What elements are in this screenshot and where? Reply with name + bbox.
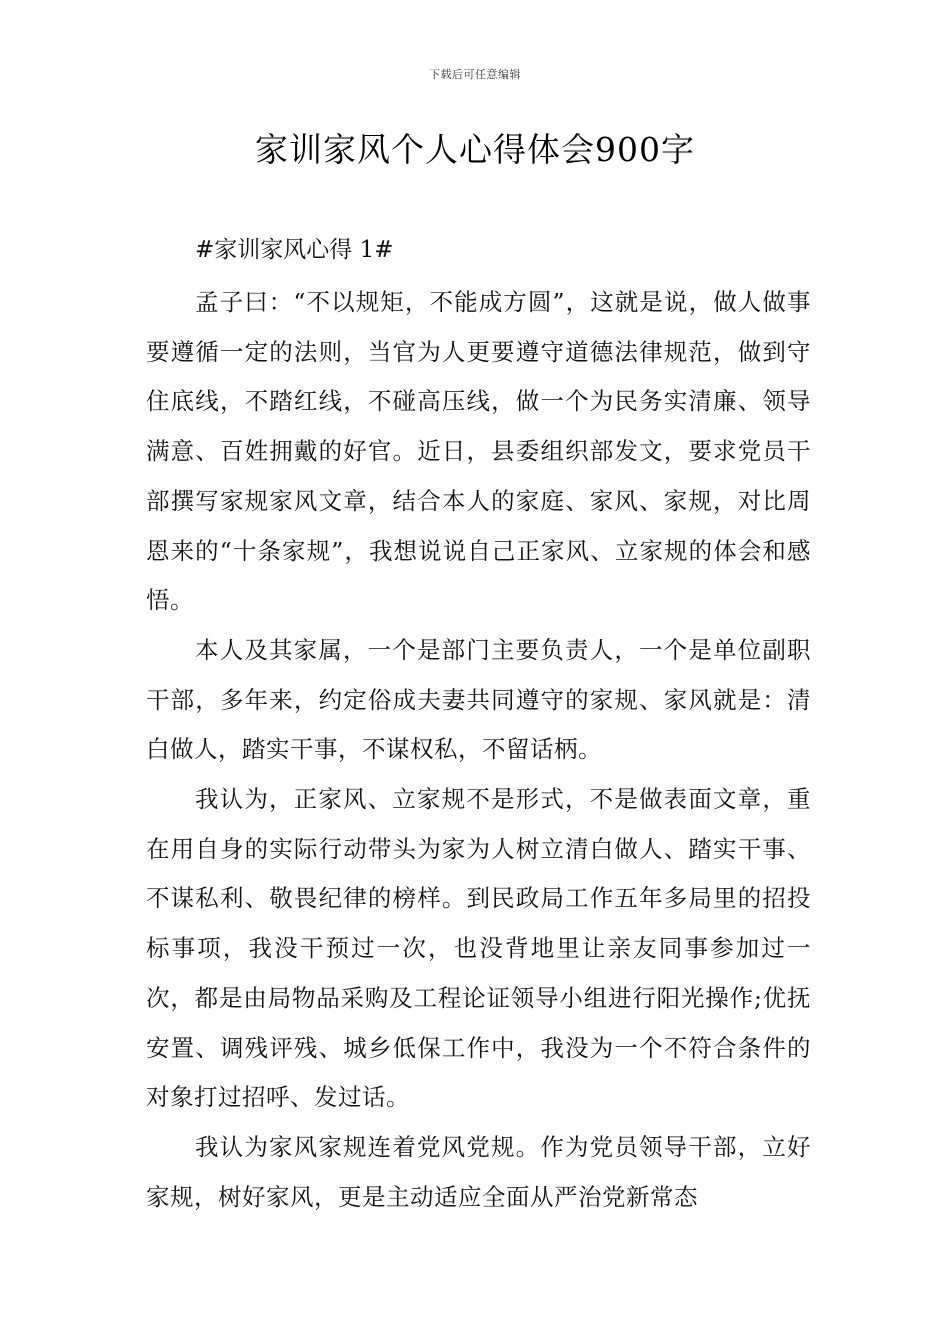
paragraph: 孟子曰：“不以规矩，不能成方圆”，这就是说，做人做事要遵循一定的法则，当官为人更要遵守道德法律规范，做到守住底线，不踏红线，不碰高压线，做一个为民务实清廉、领导满意、百姓拥戴的好官。近日，县委组织部发文，要求党员干部撰写家规家风文章，结合本人的家庭、家风、家规，对比周恩来的“十条家规”，我想说说自己正家风、立家规的体会和感悟。 [146,288,811,615]
paragraph: 我认为家风家规连着党风党规。作为党员领导干部，立好家规，树好家风，更是主动适应全面从严治党新常态 [146,1132,811,1211]
document-body [146,278,811,1222]
paragraph: 我认为，正家风、立家规不是形式，不是做表面文章，重在用自身的实际行动带头为家为人树立清白做人、踏实干事、不谋私利、敬畏纪律的榜样。到民政局工作五年多局里的招投标事项，我没干预过一次，也没背地里让亲友同事参加过一次，都是由局物品采购及工程论证领导小组进行阳光操作;优抚安置、调残评残、城乡低保工作中，我没为一个不符合条件的对象打过招呼、发过话。 [146,785,811,1112]
paragraph: 本人及其家属，一个是部门主要负责人，一个是单位副职干部，多年来，约定俗成夫妻共同遵守的家规、家风就是：清白做人，踏实干事，不谋权私，不留话柄。 [146,635,811,764]
document-title: 家训家风个人心得体会900字 [255,130,695,169]
section-heading: #家训家风心得 1# [195,237,394,263]
header-note: 下载后可任意编辑 [429,68,521,81]
